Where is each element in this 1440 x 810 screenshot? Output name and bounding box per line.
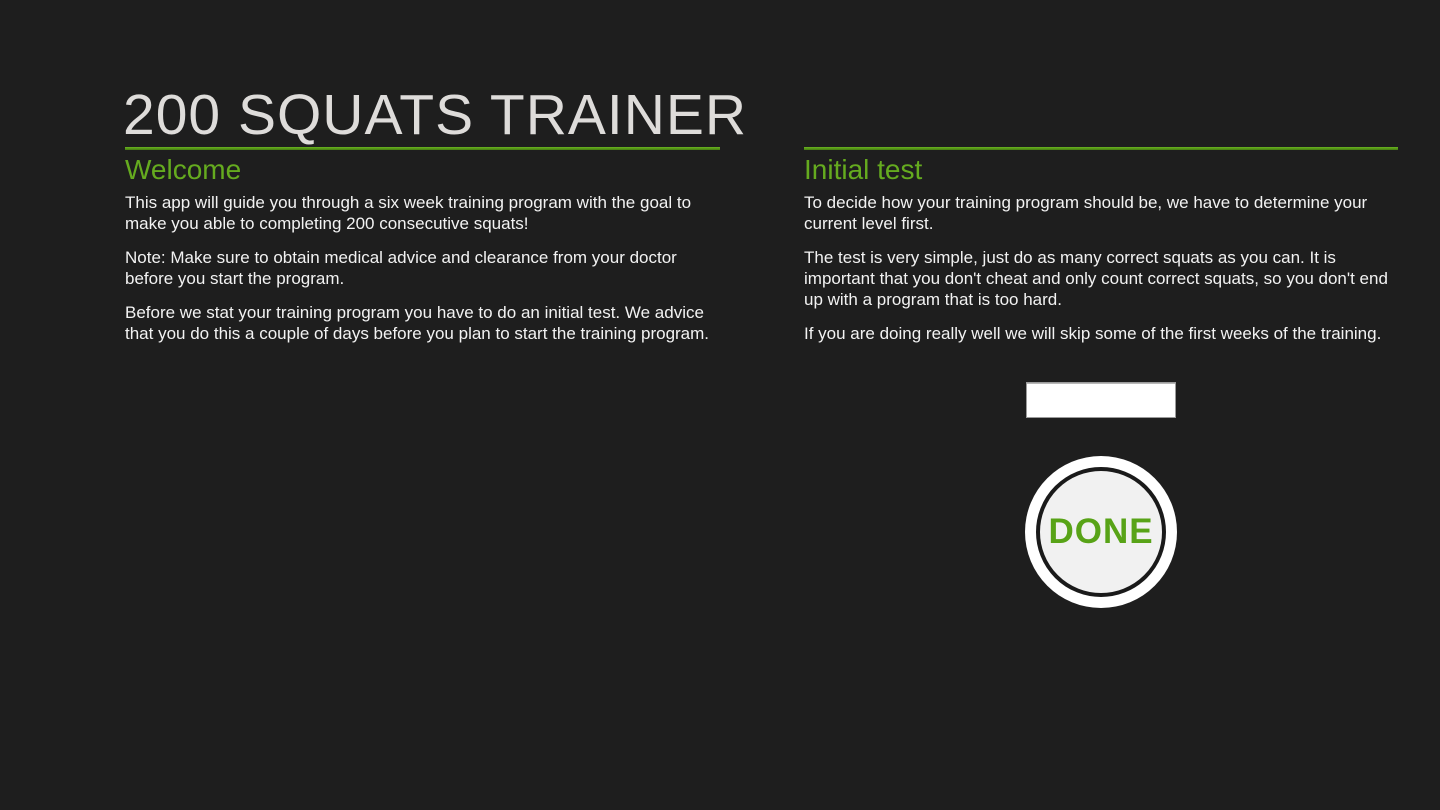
initial-test-heading: Initial test	[804, 154, 923, 185]
initial-test-paragraph-3: If you are doing really well we will skip some of the first weeks of the training.	[804, 324, 1382, 343]
welcome-heading: Welcome	[125, 154, 242, 185]
done-button-label: DONE	[1048, 512, 1154, 551]
squat-count-input[interactable]	[1026, 382, 1176, 418]
welcome-section-divider	[125, 147, 720, 150]
welcome-section	[125, 147, 720, 357]
page-title: 200 SQUATS TRAINER	[123, 83, 748, 148]
done-button-ring	[1036, 467, 1166, 597]
done-button[interactable]	[1025, 456, 1177, 608]
welcome-paragraph-2: Note: Make sure to obtain medical advice and clearance from your doctor before you start the program.	[125, 248, 677, 288]
initial-test-section	[804, 147, 1398, 418]
initial-test-paragraph-2: The test is very simple, just do as many correct squats as you can. It is important that you don't cheat and only count correct squats, so you don't end up with a program that is too hard.	[804, 248, 1388, 309]
initial-test-paragraph-1: To decide how your training program should be, we have to determine your current level first.	[804, 193, 1368, 233]
welcome-paragraph-1: This app will guide you through a six week training program with the goal to make you able to completing 200 consecutive squats!	[125, 193, 692, 233]
welcome-paragraph-3: Before we stat your training program you have to do an initial test. We advice that you do this a couple of days before you plan to start the training program.	[125, 303, 710, 343]
initial-test-section-divider	[804, 147, 1398, 150]
